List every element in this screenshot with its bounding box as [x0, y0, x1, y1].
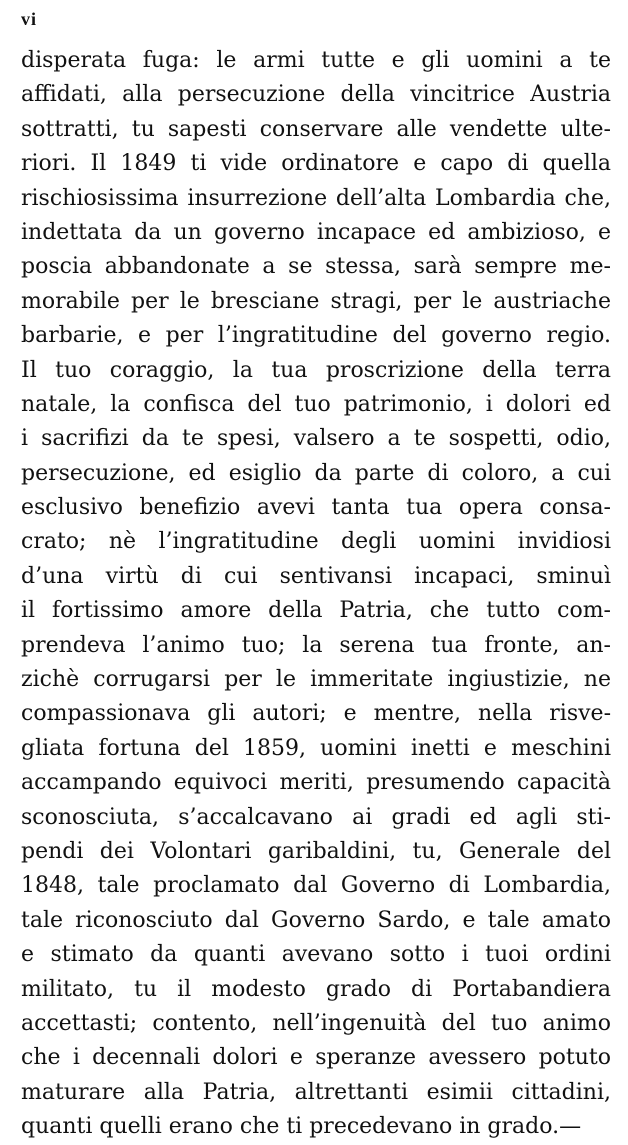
text-line: poscia abbandonate a se stessa, sarà sempre me- [21, 254, 611, 280]
text-line: zichè corrugarsi per le immeritate ingiustizie, ne [21, 667, 611, 693]
text-line: accampando equivoci meriti, presumendo capacità [21, 770, 611, 796]
text-line: i sacrifizi da te spesi, valsero a te sospetti, odio, [21, 426, 611, 452]
text-line: esclusivo benefizio avevi tanta tua opera consa- [21, 495, 611, 521]
text-line: morabile per le bresciane stragi, per le austriache [21, 288, 611, 314]
text-line: il fortissimo amore della Patria, che tutto com- [21, 598, 611, 624]
text-line: indettata da un governo incapace ed ambizioso, e [21, 219, 611, 245]
text-line: accettasti; contento, nell’ingenuità del tuo animo [21, 1010, 611, 1036]
text-line: persecuzione, ed esiglio da parte di coloro, a cui [21, 460, 611, 486]
body-paragraph [21, 44, 611, 1145]
page-number: vi [21, 9, 38, 29]
text-line: sottratti, tu sapesti conservare alle vendette ulte- [21, 116, 611, 142]
text-line: prendeva l’animo tuo; la serena tua fronte, an- [21, 632, 611, 658]
text-line: tale riconosciuto dal Governo Sardo, e tale amato [21, 907, 611, 933]
text-line: e stimato da quanti avevano sotto i tuoi ordini [21, 942, 611, 968]
text-line: Il tuo coraggio, la tua proscrizione della terra [21, 357, 611, 383]
text-line: crato; nè l’ingratitudine degli uomini invidiosi [21, 529, 611, 555]
text-line: 1848, tale proclamato dal Governo di Lombardia, [21, 873, 611, 899]
text-line: maturare alla Patria, altrettanti esimii cittadini, [21, 1079, 611, 1105]
text-line: che i decennali dolori e speranze avessero potuto [21, 1045, 611, 1071]
text-line: affidati, alla persecuzione della vincitrice Austria [21, 82, 611, 108]
text-line: compassionava gli autori; e mentre, nella risve- [21, 701, 611, 727]
text-line: gliata fortuna del 1859, uomini inetti e meschini [21, 735, 611, 761]
text-line: militato, tu il modesto grado di Portabandiera [21, 976, 611, 1002]
text-line: pendi dei Volontari garibaldini, tu, Generale del [21, 838, 611, 864]
text-line: d’una virtù di cui sentivansi incapaci, sminuì [21, 563, 611, 589]
text-line: disperata fuga: le armi tutte e gli uomini a te [21, 48, 611, 73]
text-line: barbarie, e per l’ingratitudine del governo regio. [21, 323, 611, 349]
text-line: rischiosissima insurrezione dell’alta Lombardia che, [21, 185, 611, 211]
text-line: natale, la confisca del tuo patrimonio, i dolori ed [21, 391, 611, 417]
text-line: sconosciuta, s’accalcavano ai gradi ed agli sti- [21, 804, 611, 830]
text-line: quanti quelli erano che ti precedevano in grado.— [21, 1114, 582, 1140]
text-line: riori. Il 1849 ti vide ordinatore e capo di quella [21, 151, 611, 177]
